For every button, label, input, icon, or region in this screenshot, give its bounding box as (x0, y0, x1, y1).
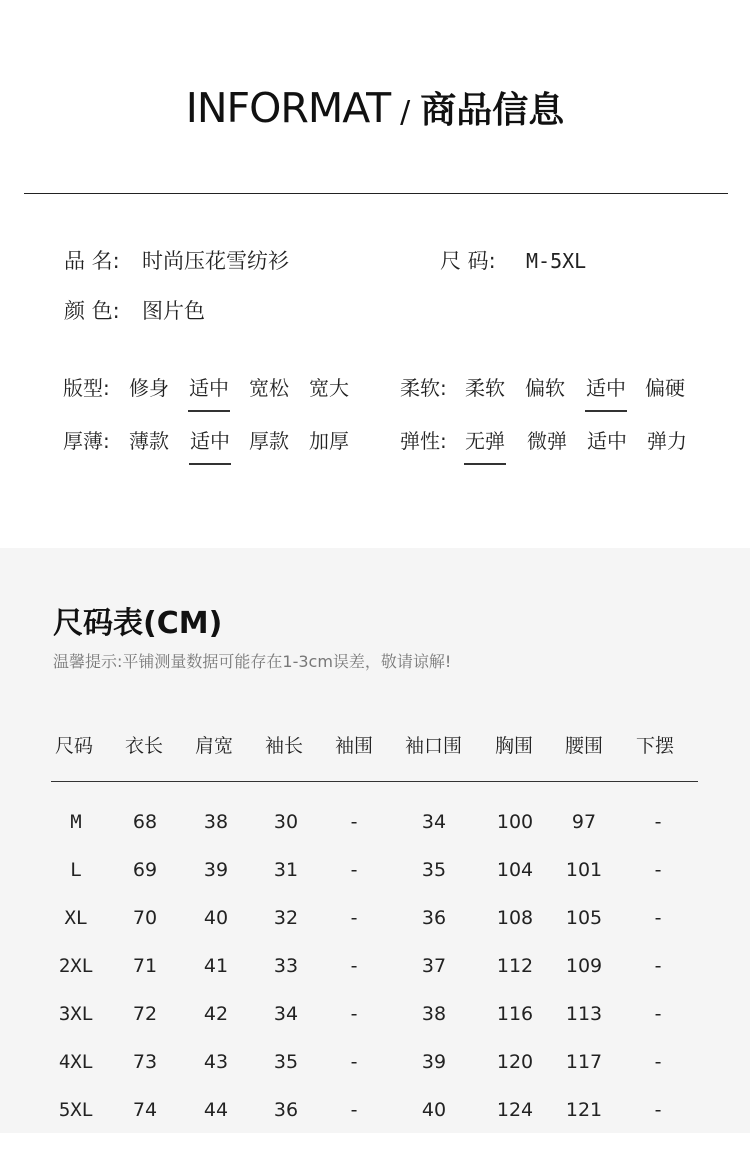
table-cell: 117 (565, 1051, 603, 1073)
attribute-option: 适中 (587, 429, 627, 453)
attribute-option: 宽松 (249, 376, 289, 400)
table-cell: 40 (421, 1099, 447, 1121)
attribute-option-selected: 适中 (189, 373, 229, 403)
title-chinese: 商品信息 (420, 90, 565, 131)
table-cell: 37 (421, 955, 447, 977)
header-divider (24, 193, 728, 194)
table-size-cell: M (70, 811, 82, 833)
table-cell: 40 (203, 907, 229, 929)
table-cell: 30 (273, 811, 299, 833)
table-cell: 35 (273, 1051, 299, 1073)
table-cell: 113 (565, 1003, 603, 1025)
attribute-option: 厚款 (249, 429, 289, 453)
size-table-tip: 温馨提示:平铺测量数据可能存在1-3cm误差，敬请谅解! (53, 652, 452, 671)
table-cell: 105 (565, 907, 603, 929)
table-cell: 36 (421, 907, 447, 929)
table-cell: 34 (421, 811, 447, 833)
table-header-cell: 尺码 (55, 735, 94, 757)
attribute-option: 宽大 (309, 376, 349, 400)
table-cell: 38 (203, 811, 229, 833)
table-cell: - (350, 811, 358, 833)
size-range-value: M-5XL (526, 249, 587, 273)
table-size-cell: 3XL (58, 1003, 94, 1025)
table-cell: - (654, 907, 662, 929)
table-cell: - (654, 1099, 662, 1121)
table-cell: - (350, 1051, 358, 1073)
table-header-cell: 袖口围 (405, 735, 463, 757)
table-cell: 69 (132, 859, 158, 881)
table-cell: 41 (203, 955, 229, 977)
table-cell: 71 (132, 955, 158, 977)
table-cell: - (350, 859, 358, 881)
attribute-option-selected: 适中 (190, 426, 230, 456)
title-separator: / (400, 95, 411, 130)
product-name-row (64, 246, 289, 276)
table-size-cell: 5XL (58, 1099, 94, 1121)
table-cell: 124 (496, 1099, 534, 1121)
size-table-divider (51, 781, 698, 782)
table-cell: 120 (496, 1051, 534, 1073)
attribute-label: 版型: (63, 376, 110, 400)
table-cell: - (350, 955, 358, 977)
table-cell: 108 (496, 907, 534, 929)
table-cell: 74 (132, 1099, 158, 1121)
table-header-cell: 下摆 (636, 735, 675, 757)
table-header-cell: 腰围 (565, 735, 604, 757)
table-cell: 39 (203, 859, 229, 881)
table-cell: - (654, 1003, 662, 1025)
attribute-option: 柔软 (465, 376, 505, 400)
table-cell: - (350, 1099, 358, 1121)
table-cell: 70 (132, 907, 158, 929)
table-cell: - (654, 955, 662, 977)
table-cell: 38 (421, 1003, 447, 1025)
attribute-option: 修身 (129, 376, 169, 400)
table-cell: 121 (565, 1099, 603, 1121)
size-range-row (440, 246, 586, 276)
table-cell: 104 (496, 859, 534, 881)
table-header-cell: 胸围 (495, 735, 534, 757)
table-cell: 36 (273, 1099, 299, 1121)
table-cell: 42 (203, 1003, 229, 1025)
page-title (0, 78, 750, 147)
table-cell: 100 (496, 811, 534, 833)
table-cell: 68 (132, 811, 158, 833)
table-cell: - (654, 811, 662, 833)
attribute-label: 厚薄: (63, 429, 110, 453)
table-cell: 116 (496, 1003, 534, 1025)
size-range-label: 尺 码: (440, 249, 496, 273)
table-cell: 109 (565, 955, 603, 977)
product-name-value: 时尚压花雪纺衫 (142, 249, 289, 273)
attribute-option: 弹力 (647, 429, 687, 453)
table-cell: 39 (421, 1051, 447, 1073)
table-cell: - (350, 907, 358, 929)
table-header-cell: 袖围 (335, 735, 374, 757)
color-value: 图片色 (142, 299, 205, 323)
attribute-label: 弹性: (400, 429, 447, 453)
table-cell: - (654, 859, 662, 881)
attribute-option-selected: 无弹 (465, 426, 505, 456)
attribute-option: 薄款 (129, 429, 169, 453)
table-cell: 112 (496, 955, 534, 977)
table-cell: 44 (203, 1099, 229, 1121)
table-cell: 31 (273, 859, 299, 881)
table-size-cell: XL (64, 907, 88, 929)
attribute-label: 柔软: (400, 376, 447, 400)
attribute-option-selected: 适中 (586, 373, 626, 403)
table-size-cell: 4XL (58, 1051, 94, 1073)
attribute-option: 加厚 (309, 429, 349, 453)
table-cell: 72 (132, 1003, 158, 1025)
product-name-label: 品 名: (64, 249, 120, 273)
size-table-title: 尺码表(CM) (53, 606, 223, 641)
attribute-option: 偏硬 (645, 376, 685, 400)
table-cell: 32 (273, 907, 299, 929)
color-label: 颜 色: (64, 299, 120, 323)
table-cell: - (350, 1003, 358, 1025)
attribute-option: 偏软 (525, 376, 565, 400)
table-cell: 97 (571, 811, 597, 833)
table-size-cell: 2XL (58, 955, 94, 977)
table-cell: 33 (273, 955, 299, 977)
title-english: INFORMAT (185, 84, 391, 132)
table-header-cell: 衣长 (125, 735, 164, 757)
table-cell: 101 (565, 859, 603, 881)
table-size-cell: L (70, 859, 82, 881)
table-cell: 34 (273, 1003, 299, 1025)
color-row (64, 296, 205, 326)
table-cell: 35 (421, 859, 447, 881)
attribute-option: 微弹 (527, 429, 567, 453)
table-cell: 73 (132, 1051, 158, 1073)
table-cell: 43 (203, 1051, 229, 1073)
table-cell: - (654, 1051, 662, 1073)
table-header-cell: 肩宽 (195, 735, 234, 757)
table-header-cell: 袖长 (265, 735, 304, 757)
